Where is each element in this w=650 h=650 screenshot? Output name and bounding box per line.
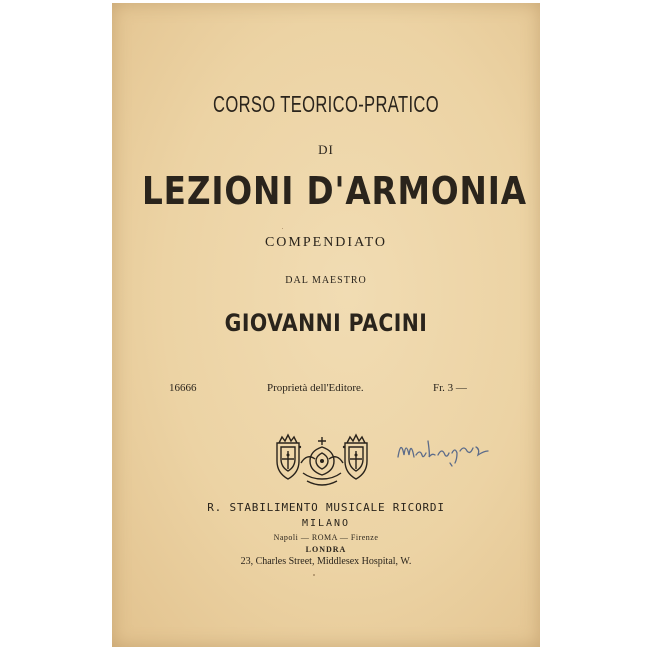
handwritten-signature-icon — [394, 433, 494, 469]
by-line: DAL MAESTRO — [285, 275, 367, 286]
price-label: Fr. 3 — — [433, 382, 467, 394]
publisher-city: MILANO — [301, 518, 351, 529]
title-page — [112, 3, 540, 647]
main-title: LEZIONI D'ARMONIA — [141, 169, 527, 213]
rights-notice: Proprietà dell'Editore. — [267, 382, 364, 394]
publisher-branches: Napoli — ROMA — Firenze — [273, 533, 379, 542]
series-title: CORSO TEORICO-PRATICO — [213, 91, 439, 117]
publisher-name: R. STABILIMENTO MUSICALE RICORDI — [207, 501, 445, 514]
author-name: GIOVANNI PACINI — [224, 309, 428, 337]
london-branch: LONDRA — [305, 545, 347, 554]
plate-number: 16666 — [169, 382, 197, 394]
subtitle: COMPENDIATO — [264, 235, 388, 250]
title-connector: DI — [318, 142, 334, 157]
coat-of-arms-ornament-icon — [267, 433, 377, 489]
london-address: 23, Charles Street, Middlesex Hospital, W. — [240, 556, 412, 567]
paper-speck — [313, 574, 315, 576]
paper-speck — [282, 228, 283, 229]
